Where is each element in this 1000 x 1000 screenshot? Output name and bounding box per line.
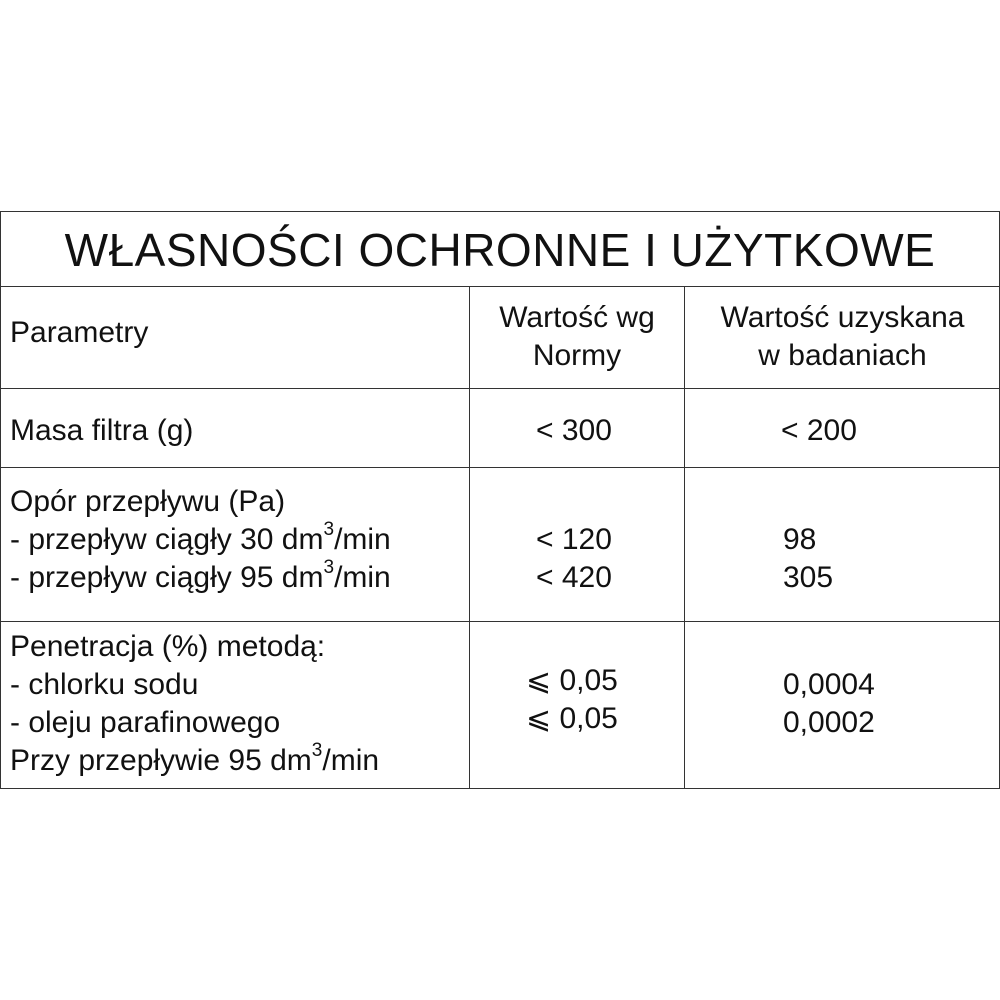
- flow-unit-exponent: 3: [323, 519, 335, 540]
- penetration-norm-paraffin-oil: ⩽ 0,05: [526, 702, 618, 735]
- flow-unit: dm: [281, 523, 324, 556]
- flow-prefix: - przepływ ciągły: [10, 561, 232, 594]
- flow-prefix: - przepływ ciągły: [10, 523, 232, 556]
- flow-norm-95: < 420: [536, 561, 612, 594]
- flow-norm-30: < 120: [536, 523, 612, 556]
- header-norm-line1: Wartość wg: [499, 301, 655, 334]
- table-title: WŁASNOŚCI OCHRONNE I UŻYTKOWE: [64, 224, 936, 276]
- header-result-value: [685, 299, 1000, 375]
- row-filter-mass-norm: < 300: [536, 414, 612, 447]
- flow-note-exponent: 3: [311, 740, 323, 761]
- flow-resistance-heading: Opór przepływu (Pa): [10, 485, 286, 518]
- flow-item-95: [10, 559, 391, 597]
- penetration-heading: Penetracja (%) metodą:: [10, 630, 326, 663]
- row1-divider: [0, 467, 1000, 468]
- header-parameters: Parametry: [10, 316, 149, 349]
- row-filter-mass-label: Masa filtra (g): [10, 414, 194, 447]
- flow-unit-suffix: /min: [334, 561, 391, 594]
- flow-result-30: 98: [783, 523, 817, 556]
- row-penetration-norm: [526, 662, 618, 738]
- header-result-line2: w badaniach: [758, 339, 927, 372]
- table-border-top: [0, 211, 1000, 212]
- header-result-line1: Wartość uzyskana: [720, 301, 965, 334]
- table-border-left: [0, 211, 1, 789]
- flow-unit-suffix: /min: [334, 523, 391, 556]
- penetration-result-paraffin-oil: 0,0002: [783, 706, 875, 739]
- flow-value: 30: [240, 523, 274, 556]
- penetration-norm-sodium-chloride: ⩽ 0,05: [526, 664, 618, 697]
- row-penetration-label: [10, 628, 379, 780]
- penetration-result-sodium-chloride: 0,0004: [783, 668, 875, 701]
- flow-item-30: [10, 521, 391, 559]
- flow-result-95: 305: [783, 561, 834, 594]
- penetration-method-sodium-chloride: - chlorku sodu: [10, 668, 199, 701]
- flow-unit-exponent: 3: [323, 557, 335, 578]
- flow-note-unit: dm: [270, 744, 312, 777]
- row-filter-mass-result: < 200: [781, 414, 857, 447]
- header-norm-line2: Normy: [532, 339, 622, 372]
- flow-note-suffix: /min: [322, 744, 380, 777]
- header-norm-value: [470, 299, 684, 375]
- penetration-method-paraffin-oil: - oleju parafinowego: [10, 706, 281, 739]
- row-flow-resistance-norm: [536, 521, 612, 597]
- row-penetration-result: [783, 666, 875, 742]
- row-flow-resistance-label: [10, 483, 391, 597]
- row-flow-resistance-result: [783, 521, 833, 597]
- row2-divider: [0, 621, 1000, 622]
- header-divider: [0, 388, 1000, 389]
- table-border-bottom: [0, 788, 1000, 789]
- title-divider: [0, 286, 1000, 287]
- flow-unit: dm: [281, 561, 324, 594]
- flow-note-prefix: Przy przepływie 95: [10, 744, 262, 777]
- penetration-flow-note: [10, 742, 379, 780]
- flow-value: 95: [240, 561, 274, 594]
- properties-table: [0, 211, 1000, 789]
